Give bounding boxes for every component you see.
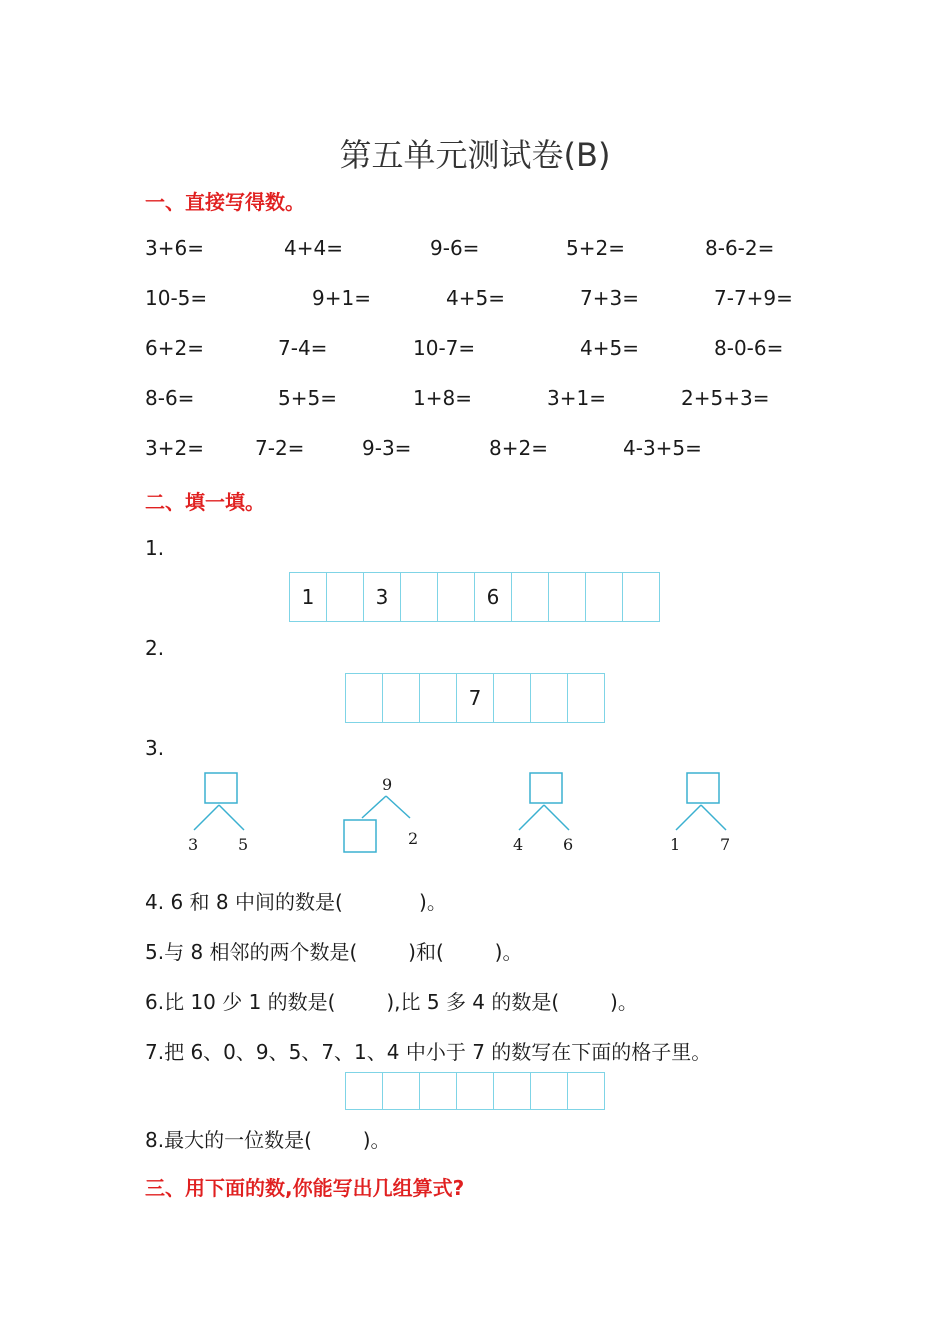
calc-item: 4+5=	[446, 286, 505, 310]
q1-number-grid	[289, 572, 660, 622]
calc-item: 3+6=	[145, 236, 204, 260]
calc-item: 5+5=	[278, 386, 337, 410]
calc-item: 8-6=	[145, 386, 195, 410]
section2-heading: 二、填一填。	[145, 490, 265, 514]
grid-cell[interactable]	[623, 573, 660, 621]
calc-item: 8-0-6=	[714, 336, 784, 360]
number-bond-1	[180, 770, 260, 860]
calc-item: 5+2=	[566, 236, 625, 260]
grid-cell[interactable]	[531, 674, 568, 722]
grid-cell[interactable]	[346, 674, 383, 722]
calc-item: 9-6=	[430, 236, 480, 260]
bond-right-number: 2	[408, 829, 419, 848]
q2-number-grid	[345, 673, 605, 723]
grid-cell[interactable]	[512, 573, 549, 621]
q6-text: 6.比 10 少 1 的数是( ),比 5 多 4 的数是( )。	[145, 990, 638, 1014]
bond-right-number: 7	[720, 835, 731, 854]
grid-cell[interactable]	[586, 573, 623, 621]
q7-answer-grid	[345, 1072, 605, 1110]
calc-item: 9-3=	[362, 436, 412, 460]
calc-item: 10-7=	[413, 336, 476, 360]
bond-left-number: 1	[670, 835, 681, 854]
q8-text: 8.最大的一位数是( )。	[145, 1128, 391, 1152]
calc-item: 7-4=	[278, 336, 328, 360]
calc-item: 2+5+3=	[681, 386, 770, 410]
calc-item: 6+2=	[145, 336, 204, 360]
calc-item: 8+2=	[489, 436, 548, 460]
q7-text: 7.把 6、0、9、5、7、1、4 中小于 7 的数写在下面的格子里。	[145, 1040, 712, 1064]
calc-item: 7-2=	[255, 436, 305, 460]
grid-cell[interactable]	[568, 674, 605, 722]
grid-cell[interactable]	[531, 1073, 568, 1109]
grid-cell[interactable]	[494, 1073, 531, 1109]
calc-item: 7-7+9=	[714, 286, 793, 310]
section3-heading: 三、用下面的数,你能写出几组算式?	[145, 1176, 465, 1200]
section1-heading: 一、直接写得数。	[145, 190, 305, 214]
grid-cell[interactable]	[346, 1073, 383, 1109]
bond-answer-box[interactable]	[205, 773, 237, 803]
calc-item: 10-5=	[145, 286, 208, 310]
q1-label: 1.	[145, 536, 165, 560]
calc-item: 8-6-2=	[705, 236, 775, 260]
grid-cell: 1	[290, 573, 327, 621]
grid-cell: 3	[364, 573, 401, 621]
bond-answer-box[interactable]	[687, 773, 719, 803]
calc-item: 4+5=	[580, 336, 639, 360]
bond-answer-box[interactable]	[530, 773, 562, 803]
q2-label: 2.	[145, 636, 165, 660]
grid-cell: 7	[457, 674, 494, 722]
calc-item: 3+1=	[547, 386, 606, 410]
bond-top-number: 9	[382, 775, 393, 794]
grid-cell[interactable]	[383, 674, 420, 722]
bond-left-number: 4	[513, 835, 524, 854]
number-bond-3	[505, 770, 585, 860]
bond-answer-box[interactable]	[344, 820, 376, 852]
calc-item: 1+8=	[413, 386, 472, 410]
grid-cell[interactable]	[420, 674, 457, 722]
page-title: 第五单元测试卷(B)	[339, 136, 611, 174]
q4-text: 4. 6 和 8 中间的数是( )。	[145, 890, 447, 914]
grid-cell[interactable]	[383, 1073, 420, 1109]
number-bond-4	[662, 770, 742, 860]
number-bond-2	[340, 770, 430, 860]
grid-cell[interactable]	[568, 1073, 605, 1109]
grid-cell[interactable]	[401, 573, 438, 621]
q5-text: 5.与 8 相邻的两个数是( )和( )。	[145, 940, 523, 964]
grid-cell[interactable]	[420, 1073, 457, 1109]
grid-cell: 6	[475, 573, 512, 621]
grid-cell[interactable]	[327, 573, 364, 621]
bond-left-number: 3	[188, 835, 199, 854]
grid-cell[interactable]	[549, 573, 586, 621]
calc-item: 3+2=	[145, 436, 204, 460]
grid-cell[interactable]	[457, 1073, 494, 1109]
grid-cell[interactable]	[494, 674, 531, 722]
calc-item: 4+4=	[284, 236, 343, 260]
q3-label: 3.	[145, 736, 165, 760]
calc-item: 4-3+5=	[623, 436, 702, 460]
bond-right-number: 6	[563, 835, 574, 854]
grid-cell[interactable]	[438, 573, 475, 621]
bond-right-number: 5	[238, 835, 249, 854]
calc-item: 9+1=	[312, 286, 371, 310]
calc-item: 7+3=	[580, 286, 639, 310]
